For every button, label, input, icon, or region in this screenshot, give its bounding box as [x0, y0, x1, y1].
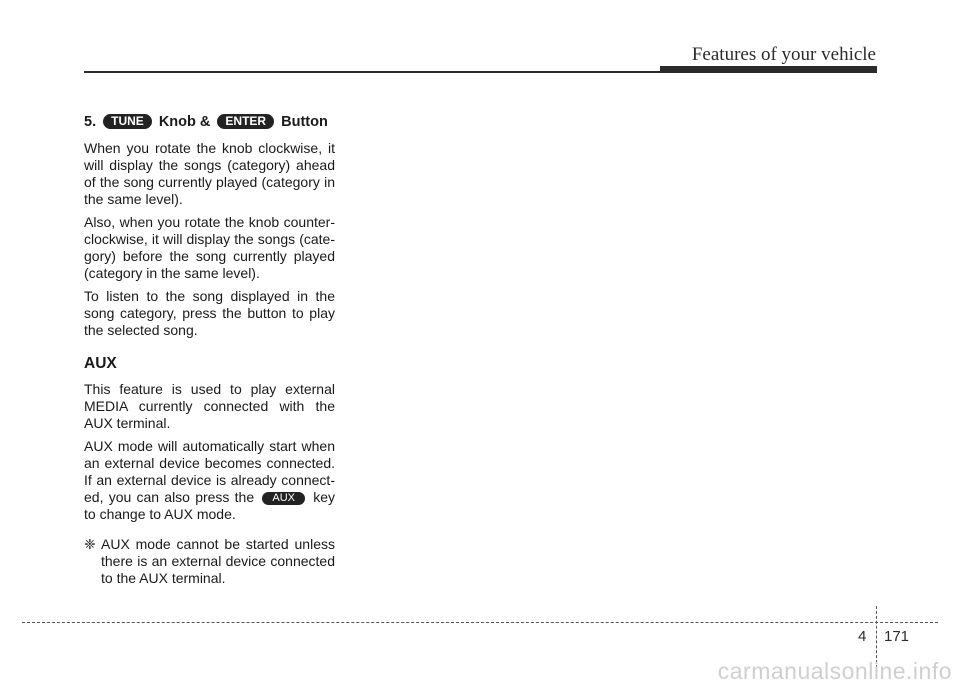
main-content — [84, 114, 335, 587]
paragraph-clockwise: When you rotate the knob clockwise, it will display the songs (category) ahead of the song currently played (category in the same level). — [84, 140, 335, 207]
aux-key-icon: AUX — [262, 492, 305, 505]
aux-mode-text-before: AUX mode will automatically start when an external device becomes connected. If an external device is already connect-ed, you can also press the — [84, 438, 335, 505]
section-heading-mid: Knob & — [158, 114, 211, 130]
watermark: carmanualsonline.info — [717, 658, 952, 684]
paragraph-counter-clockwise: Also, when you rotate the knob counter-clockwise, it will display the songs (cate-gory) before the song currently played (category in the same level). — [84, 214, 335, 281]
tune-key-icon: TUNE — [103, 114, 152, 129]
chapter-number: 4 — [858, 628, 867, 645]
aux-note-text: AUX mode cannot be started unless there is an external device connected to the AUX terminal. — [101, 536, 335, 586]
paragraph-aux-feature: This feature is used to play external MEDIA currently connected with the AUX terminal. — [84, 381, 335, 431]
header-title: Features of your vehicle — [691, 44, 876, 65]
footer-rule — [22, 622, 938, 623]
paragraph-listen: To listen to the song displayed in the song category, press the button to play the selected song. — [84, 288, 335, 338]
section-heading-tune-enter — [84, 114, 335, 131]
note-mark-icon: ❈ — [84, 536, 96, 552]
section-heading-suffix: Button — [281, 114, 328, 130]
paragraph-aux-mode — [84, 438, 335, 523]
aux-note — [84, 536, 335, 587]
aux-mode-text-after: key to change to AUX mode. — [84, 489, 336, 522]
header-rule — [84, 71, 664, 73]
enter-key-icon: ENTER — [217, 114, 274, 129]
aux-heading: AUX — [84, 355, 117, 372]
header-rule-accent — [660, 66, 877, 73]
section-number: 5. — [84, 114, 97, 130]
page-number: 171 — [884, 628, 910, 645]
